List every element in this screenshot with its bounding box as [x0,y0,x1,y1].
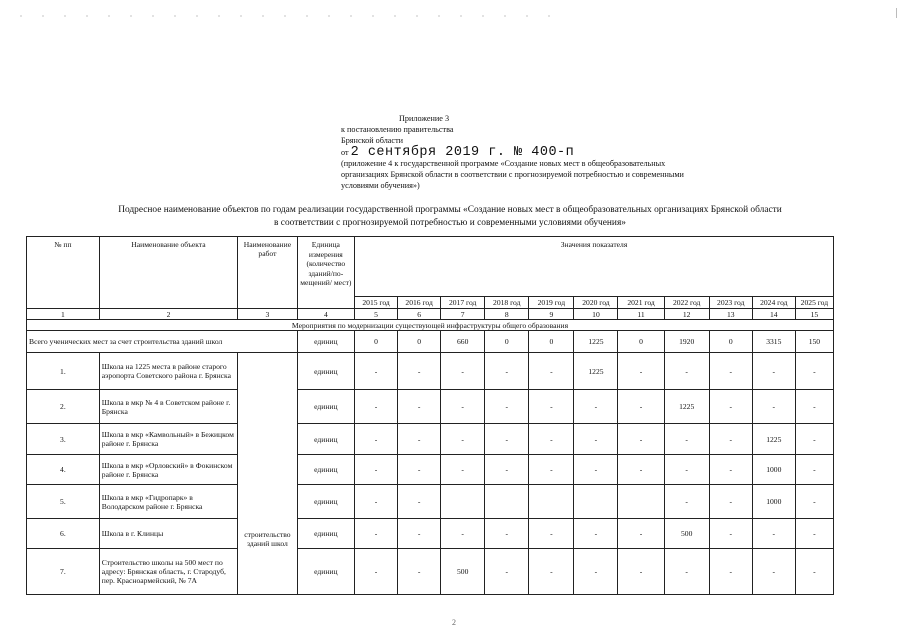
column-number: 10 [574,309,618,320]
value-cell: - [574,390,618,424]
value-cell: - [618,353,664,390]
appendix-header [341,113,771,191]
value-cell: - [485,353,529,390]
object-name: Строительство школы на 500 мест по адресу: Брянская область, г. Стародуб, пер. Красноармейский, № 7А [99,549,237,595]
row-number: 6. [27,519,100,549]
total-value: 0 [355,331,398,353]
value-cell [574,485,618,519]
total-row [27,331,834,353]
row-number: 7. [27,549,100,595]
year-header: 2017 год [441,297,485,309]
value-cell: - [398,485,441,519]
objects-table [26,236,834,595]
total-value: 0 [529,331,574,353]
value-cell: - [529,424,574,455]
value-cell: - [664,424,709,455]
value-cell: - [529,390,574,424]
year-header: 2025 год [795,297,833,309]
year-header: 2018 год [485,297,529,309]
value-cell: - [529,519,574,549]
row-number: 3. [27,424,100,455]
year-header: 2024 год [752,297,795,309]
page-mark: 2 [452,618,456,627]
unit-cell: единиц [297,353,354,390]
total-unit: единиц [297,331,354,353]
total-value: 3315 [752,331,795,353]
appendix-note-line-2: организациях Брянской области в соответствии с прогнозируемой потребностью и современными [341,170,684,180]
value-cell: - [709,485,752,519]
table-row [27,519,834,549]
section-row [27,320,834,331]
column-number: 6 [398,309,441,320]
unit-cell: единиц [297,424,354,455]
value-cell: - [709,455,752,485]
table-row [27,549,834,595]
value-cell: 500 [664,519,709,549]
value-cell: - [752,390,795,424]
value-cell: - [618,549,664,595]
scan-noise-dots [10,14,570,18]
value-cell: - [398,455,441,485]
date-prefix: от [341,147,349,157]
section-title: Мероприятия по модернизации существующей инфраструктуры общего образования [27,320,834,331]
row-number: 5. [27,485,100,519]
value-cell: 1225 [664,390,709,424]
value-cell [618,485,664,519]
year-header: 2023 год [709,297,752,309]
row-number: 2. [27,390,100,424]
col-header-unit: Единица измерения (количество зданий/по-мещений/ мест) [297,237,354,309]
row-number: 4. [27,455,100,485]
document-title [30,204,870,229]
value-cell: - [398,519,441,549]
appendix-number: Приложение 3 [399,114,450,123]
title-line-1: Подресное наименование объектов по годам реализации государственной программы «Создание новых мест в общеобразовательных организациях Брянской области [118,205,782,215]
total-value: 1920 [664,331,709,353]
value-cell: - [752,353,795,390]
value-cell [441,485,485,519]
value-cell: - [664,353,709,390]
value-cell: - [795,549,833,595]
appendix-decree-line: к постановлению правительства [341,125,454,135]
value-cell: - [529,353,574,390]
appendix-date-line [341,144,771,160]
column-number: 4 [297,309,354,320]
value-cell: - [574,549,618,595]
column-number: 7 [441,309,485,320]
total-value: 150 [795,331,833,353]
value-cell: - [355,519,398,549]
value-cell: - [574,424,618,455]
column-number: 13 [709,309,752,320]
date-stamp: 2 сентября 2019 г. № 400-п [350,144,575,160]
object-name: Школа на 1225 места в районе старого аэропорта Советского района г. Брянска [99,353,237,390]
value-cell: - [709,519,752,549]
column-number: 14 [752,309,795,320]
table-row [27,424,834,455]
table-row [27,390,834,424]
value-cell: - [529,455,574,485]
total-value: 0 [485,331,529,353]
value-cell: - [355,424,398,455]
value-cell: 1225 [752,424,795,455]
value-cell: - [485,519,529,549]
value-cell: - [355,455,398,485]
value-cell: - [355,353,398,390]
column-number: 8 [485,309,529,320]
row-number: 1. [27,353,100,390]
value-cell: - [709,549,752,595]
value-cell: - [618,424,664,455]
value-cell: - [752,549,795,595]
column-number: 1 [27,309,100,320]
value-cell: 1000 [752,485,795,519]
value-cell: - [709,353,752,390]
total-value: 0 [398,331,441,353]
year-header: 2020 год [574,297,618,309]
value-cell: - [752,519,795,549]
value-cell: - [355,549,398,595]
column-numbers-row [27,309,834,320]
value-cell: - [355,485,398,519]
value-cell: - [355,390,398,424]
value-cell: - [709,390,752,424]
value-cell: - [441,353,485,390]
table-row [27,353,834,390]
title-line-2: в соответствии с прогнозируемой потребностью и современными условиями обучения» [274,217,626,228]
value-cell: - [795,485,833,519]
column-number: 15 [795,309,833,320]
value-cell: - [795,353,833,390]
value-cell: - [795,455,833,485]
column-number: 11 [618,309,664,320]
value-cell: - [618,519,664,549]
value-cell: - [485,455,529,485]
column-number: 2 [99,309,237,320]
column-number: 3 [238,309,297,320]
value-cell: - [398,549,441,595]
table-row [27,485,834,519]
value-cell: - [398,353,441,390]
unit-cell: единиц [297,519,354,549]
year-header: 2021 год [618,297,664,309]
value-cell: - [529,549,574,595]
value-cell: - [441,390,485,424]
unit-cell: единиц [297,390,354,424]
value-cell: - [795,424,833,455]
value-cell: 1000 [752,455,795,485]
total-value: 1225 [574,331,618,353]
value-cell [485,485,529,519]
value-cell: - [664,455,709,485]
value-cell: - [795,390,833,424]
value-cell: - [574,519,618,549]
appendix-region-line: Брянской области [341,136,404,146]
object-name: Школа в мкр «Орловский» в Фокинском районе г. Брянска [99,455,237,485]
unit-cell: единиц [297,455,354,485]
appendix-note-line-1: (приложение 4 к государственной программе «Создание новых мест в общеобразовательных [341,158,666,168]
year-header: 2016 год [398,297,441,309]
value-cell: - [441,519,485,549]
unit-cell: единиц [297,549,354,595]
value-cell: 500 [441,549,485,595]
value-cell: - [485,390,529,424]
col-header-works: Наименование работ [238,237,297,309]
value-cell: - [664,485,709,519]
object-name: Школа в г. Клинцы [99,519,237,549]
value-cell [529,485,574,519]
works-cell: строительство зданий школ [238,353,297,595]
header-row [27,237,834,297]
value-cell: - [618,455,664,485]
column-number: 12 [664,309,709,320]
appendix-note-line-3: условиями обучения») [341,181,420,191]
value-cell: - [441,455,485,485]
scan-margin-mark [896,8,897,18]
total-value: 660 [441,331,485,353]
table-row [27,455,834,485]
value-cell: - [485,549,529,595]
object-name: Школа в мкр «Камвольный» в Бежицком районе г. Брянска [99,424,237,455]
year-header: 2015 год [355,297,398,309]
value-cell: - [795,519,833,549]
object-name: Школа в мкр «Гидропарк» в Володарском районе г. Брянска [99,485,237,519]
value-cell: - [485,424,529,455]
value-cell: - [398,424,441,455]
object-name: Школа в мкр № 4 в Советском районе г. Брянска [99,390,237,424]
col-header-name: Наименование объекта [99,237,237,309]
value-cell: - [709,424,752,455]
total-value: 0 [618,331,664,353]
year-header: 2019 год [529,297,574,309]
col-header-num: № пп [27,237,100,309]
unit-cell: единиц [297,485,354,519]
value-cell: - [398,390,441,424]
column-number: 5 [355,309,398,320]
year-header: 2022 год [664,297,709,309]
value-cell: 1225 [574,353,618,390]
value-cell: - [441,424,485,455]
col-header-values: Значения показателя [355,237,834,297]
value-cell: - [618,390,664,424]
total-value: 0 [709,331,752,353]
total-label: Всего ученических мест за счет строительства зданий школ [27,331,298,353]
value-cell: - [574,455,618,485]
value-cell: - [664,549,709,595]
column-number: 9 [529,309,574,320]
